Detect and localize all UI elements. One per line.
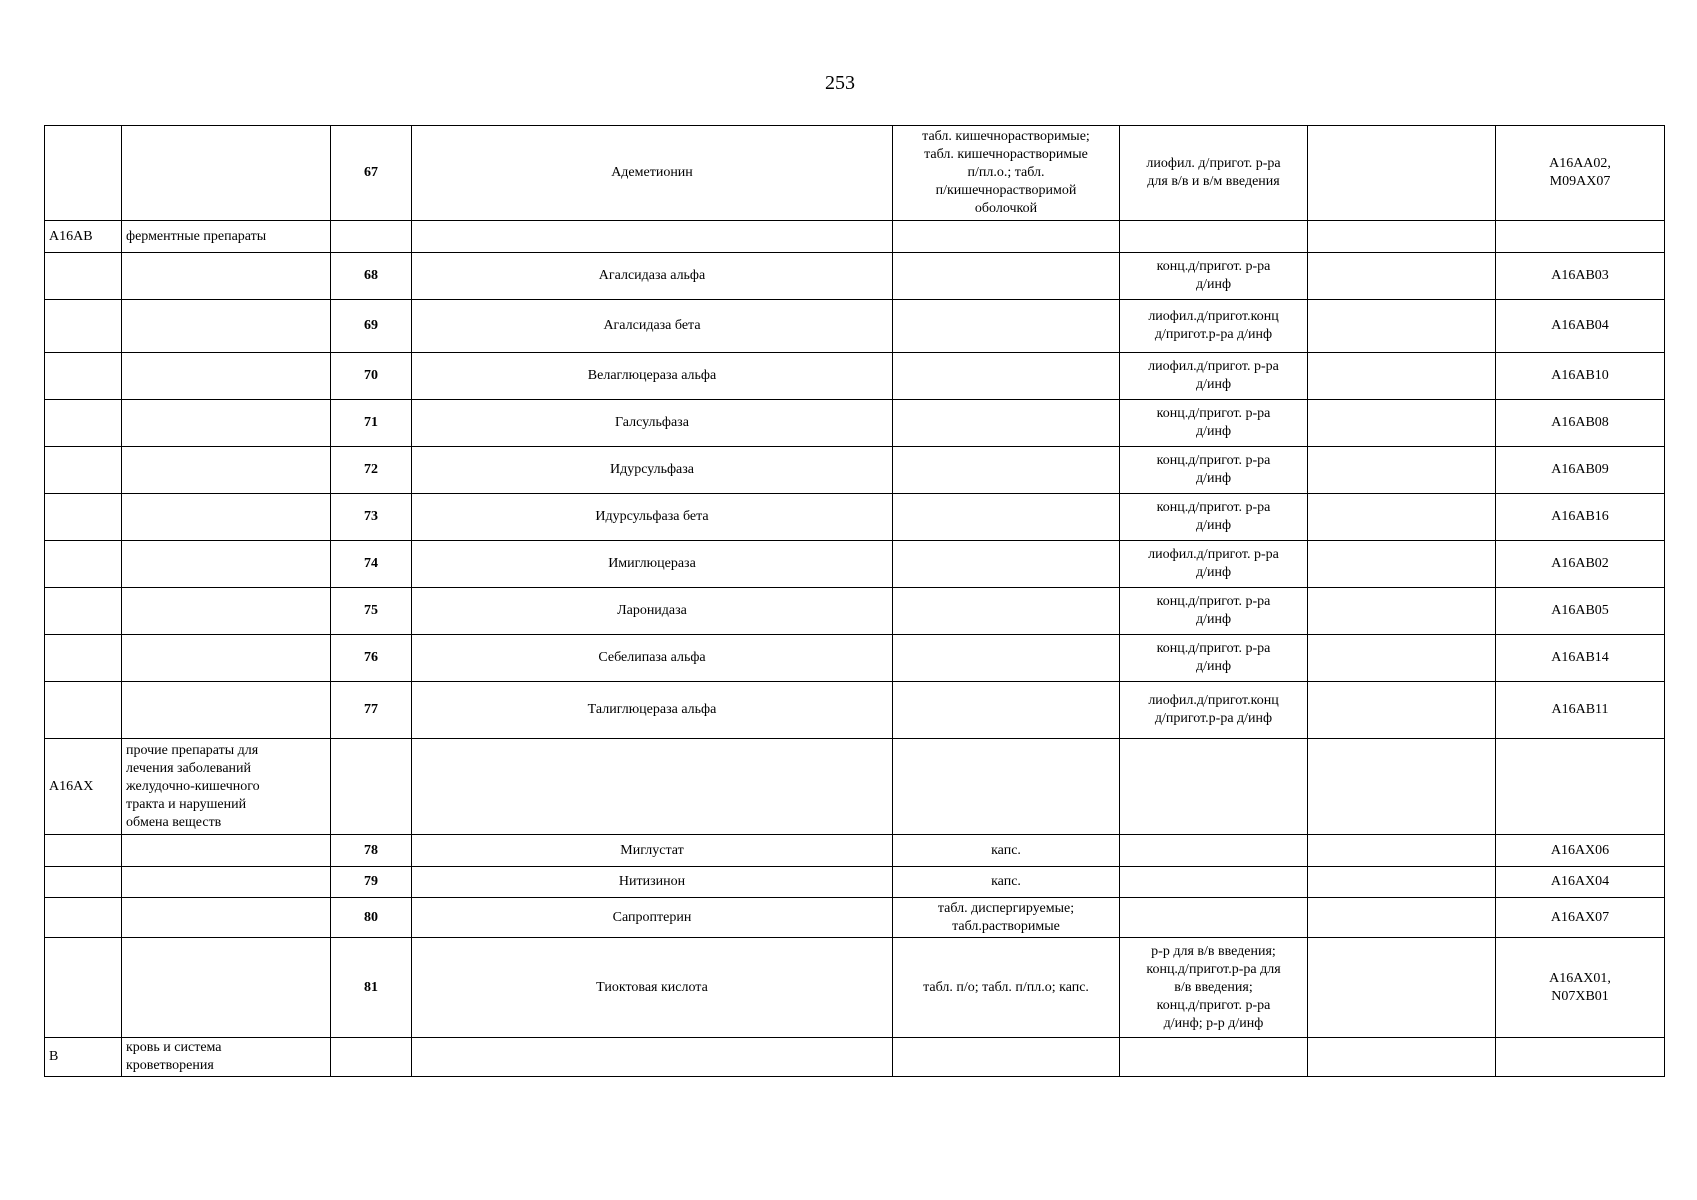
dosage-form-cell bbox=[893, 447, 1120, 494]
atc-group-code-cell bbox=[45, 300, 122, 353]
drug-name-cell: Агалсидаза бета bbox=[412, 300, 893, 353]
dosage-form-cell: табл. п/о; табл. п/пл.о; капс. bbox=[893, 938, 1120, 1038]
injection-form-cell: лиофил.д/пригот.конц д/пригот.р-ра д/инф bbox=[1120, 682, 1308, 739]
dosage-form-cell: капс. bbox=[893, 867, 1120, 898]
atc-code-cell: A16AX01, N07XB01 bbox=[1496, 938, 1665, 1038]
group-name-cell: ферментные препараты bbox=[122, 221, 331, 253]
drug-name-cell: Нитизинон bbox=[412, 867, 893, 898]
table-row bbox=[45, 938, 1665, 1038]
empty-cell bbox=[1308, 635, 1496, 682]
empty-cell bbox=[1308, 126, 1496, 221]
atc-group-code-cell bbox=[45, 835, 122, 867]
dosage-form-cell: табл. диспергируемые; табл.растворимые bbox=[893, 898, 1120, 938]
atc-group-code-cell bbox=[45, 353, 122, 400]
atc-code-cell: A16AA02, M09AX07 bbox=[1496, 126, 1665, 221]
table-row bbox=[45, 126, 1665, 221]
empty-cell bbox=[1308, 588, 1496, 635]
atc-group-code-cell bbox=[45, 635, 122, 682]
injection-form-cell: р-р для в/в введения; конц.д/пригот.р-ра для в/в введения; конц.д/пригот. р-ра д/инф; р-р д/инф bbox=[1120, 938, 1308, 1038]
atc-code-cell: A16AB14 bbox=[1496, 635, 1665, 682]
group-name-cell bbox=[122, 494, 331, 541]
group-name-cell: прочие препараты для лечения заболеваний желудочно-кишечного тракта и нарушений обмена веществ bbox=[122, 739, 331, 835]
injection-form-cell bbox=[1120, 867, 1308, 898]
atc-code-cell: A16AX06 bbox=[1496, 835, 1665, 867]
empty-cell bbox=[1308, 898, 1496, 938]
row-number-cell: 81 bbox=[331, 938, 412, 1038]
atc-code-cell: A16AB04 bbox=[1496, 300, 1665, 353]
atc-group-code-cell bbox=[45, 938, 122, 1038]
group-name-cell bbox=[122, 867, 331, 898]
atc-code-cell: A16AB16 bbox=[1496, 494, 1665, 541]
row-number-cell: 74 bbox=[331, 541, 412, 588]
atc-group-code-cell bbox=[45, 400, 122, 447]
atc-group-code-cell bbox=[45, 867, 122, 898]
row-number-cell: 71 bbox=[331, 400, 412, 447]
empty-cell bbox=[1308, 221, 1496, 253]
empty-cell bbox=[1308, 400, 1496, 447]
atc-group-code-cell bbox=[45, 588, 122, 635]
row-number-cell: 77 bbox=[331, 682, 412, 739]
atc-code-cell bbox=[1496, 739, 1665, 835]
row-number-cell: 68 bbox=[331, 253, 412, 300]
page-number: 253 bbox=[825, 72, 855, 94]
group-name-cell bbox=[122, 300, 331, 353]
empty-cell bbox=[1308, 682, 1496, 739]
atc-group-code-cell bbox=[45, 126, 122, 221]
injection-form-cell bbox=[1120, 898, 1308, 938]
injection-form-cell: конц.д/пригот. р-ра д/инф bbox=[1120, 588, 1308, 635]
atc-group-code-cell: A16AX bbox=[45, 739, 122, 835]
atc-group-code-cell bbox=[45, 253, 122, 300]
injection-form-cell: лиофил. д/пригот. р-ра для в/в и в/м введения bbox=[1120, 126, 1308, 221]
empty-cell bbox=[1308, 447, 1496, 494]
empty-cell bbox=[1308, 300, 1496, 353]
group-name-cell bbox=[122, 898, 331, 938]
atc-code-cell: A16AB11 bbox=[1496, 682, 1665, 739]
empty-cell bbox=[1308, 1038, 1496, 1077]
table-body bbox=[45, 126, 1665, 1077]
injection-form-cell: лиофил.д/пригот. р-ра д/инф bbox=[1120, 541, 1308, 588]
dosage-form-cell bbox=[893, 1038, 1120, 1077]
dosage-form-cell bbox=[893, 541, 1120, 588]
drug-name-cell: Себелипаза альфа bbox=[412, 635, 893, 682]
injection-form-cell: конц.д/пригот. р-ра д/инф bbox=[1120, 635, 1308, 682]
drug-name-cell: Галсульфаза bbox=[412, 400, 893, 447]
row-number-cell: 69 bbox=[331, 300, 412, 353]
atc-group-code-cell bbox=[45, 494, 122, 541]
drug-name-cell: Идурсульфаза бета bbox=[412, 494, 893, 541]
injection-form-cell: конц.д/пригот. р-ра д/инф bbox=[1120, 447, 1308, 494]
row-number-cell: 80 bbox=[331, 898, 412, 938]
row-number-cell: 67 bbox=[331, 126, 412, 221]
group-name-cell bbox=[122, 938, 331, 1038]
row-number-cell: 75 bbox=[331, 588, 412, 635]
empty-cell bbox=[1308, 253, 1496, 300]
dosage-form-cell: капс. bbox=[893, 835, 1120, 867]
atc-group-code-cell bbox=[45, 541, 122, 588]
empty-cell bbox=[1308, 867, 1496, 898]
drug-name-cell: Агалсидаза альфа bbox=[412, 253, 893, 300]
dosage-form-cell bbox=[893, 635, 1120, 682]
atc-group-code-cell bbox=[45, 682, 122, 739]
atc-code-cell: A16AX07 bbox=[1496, 898, 1665, 938]
group-name-cell bbox=[122, 588, 331, 635]
table-row bbox=[45, 353, 1665, 400]
atc-code-cell: A16AB02 bbox=[1496, 541, 1665, 588]
group-name-cell bbox=[122, 400, 331, 447]
atc-code-cell: A16AB10 bbox=[1496, 353, 1665, 400]
empty-cell bbox=[1308, 835, 1496, 867]
dosage-form-cell: табл. кишечнорастворимые; табл. кишечнорастворимые п/пл.о.; табл. п/кишечнорастворимой оболочкой bbox=[893, 126, 1120, 221]
dosage-form-cell bbox=[893, 221, 1120, 253]
atc-group-code-cell bbox=[45, 447, 122, 494]
atc-code-cell: A16AX04 bbox=[1496, 867, 1665, 898]
dosage-form-cell bbox=[893, 588, 1120, 635]
group-name-cell bbox=[122, 253, 331, 300]
table-row bbox=[45, 447, 1665, 494]
empty-cell bbox=[1308, 541, 1496, 588]
row-number-cell: 73 bbox=[331, 494, 412, 541]
group-name-cell bbox=[122, 635, 331, 682]
drug-name-cell bbox=[412, 221, 893, 253]
atc-group-code-cell: A16AB bbox=[45, 221, 122, 253]
row-number-cell bbox=[331, 739, 412, 835]
injection-form-cell: лиофил.д/пригот.конц д/пригот.р-ра д/инф bbox=[1120, 300, 1308, 353]
group-name-cell bbox=[122, 447, 331, 494]
drug-name-cell bbox=[412, 1038, 893, 1077]
group-name-cell bbox=[122, 353, 331, 400]
dosage-form-cell bbox=[893, 353, 1120, 400]
table-row bbox=[45, 588, 1665, 635]
drug-name-cell bbox=[412, 739, 893, 835]
row-number-cell: 78 bbox=[331, 835, 412, 867]
table-row bbox=[45, 739, 1665, 835]
row-number-cell: 79 bbox=[331, 867, 412, 898]
dosage-form-cell bbox=[893, 253, 1120, 300]
row-number-cell: 76 bbox=[331, 635, 412, 682]
empty-cell bbox=[1308, 353, 1496, 400]
drug-name-cell: Сапроптерин bbox=[412, 898, 893, 938]
drug-name-cell: Велаглюцераза альфа bbox=[412, 353, 893, 400]
drug-name-cell: Миглустат bbox=[412, 835, 893, 867]
drug-name-cell: Талиглюцераза альфа bbox=[412, 682, 893, 739]
atc-code-cell: A16AB09 bbox=[1496, 447, 1665, 494]
injection-form-cell bbox=[1120, 835, 1308, 867]
table-row bbox=[45, 300, 1665, 353]
drug-name-cell: Идурсульфаза bbox=[412, 447, 893, 494]
table-row bbox=[45, 221, 1665, 253]
table-row bbox=[45, 253, 1665, 300]
group-name-cell: кровь и система кроветворения bbox=[122, 1038, 331, 1077]
table-row bbox=[45, 635, 1665, 682]
atc-code-cell: A16AB05 bbox=[1496, 588, 1665, 635]
atc-code-cell bbox=[1496, 1038, 1665, 1077]
injection-form-cell bbox=[1120, 739, 1308, 835]
table-row bbox=[45, 898, 1665, 938]
atc-group-code-cell bbox=[45, 898, 122, 938]
table-row bbox=[45, 541, 1665, 588]
table-row bbox=[45, 1038, 1665, 1077]
group-name-cell bbox=[122, 126, 331, 221]
table-row bbox=[45, 400, 1665, 447]
row-number-cell bbox=[331, 1038, 412, 1077]
dosage-form-cell bbox=[893, 739, 1120, 835]
dosage-form-cell bbox=[893, 682, 1120, 739]
injection-form-cell: конц.д/пригот. р-ра д/инф bbox=[1120, 253, 1308, 300]
injection-form-cell: лиофил.д/пригот. р-ра д/инф bbox=[1120, 353, 1308, 400]
drug-name-cell: Ларонидаза bbox=[412, 588, 893, 635]
row-number-cell: 72 bbox=[331, 447, 412, 494]
row-number-cell: 70 bbox=[331, 353, 412, 400]
dosage-form-cell bbox=[893, 300, 1120, 353]
drug-name-cell: Имиглюцераза bbox=[412, 541, 893, 588]
injection-form-cell bbox=[1120, 1038, 1308, 1077]
atc-code-cell: A16AB03 bbox=[1496, 253, 1665, 300]
atc-code-cell: A16AB08 bbox=[1496, 400, 1665, 447]
drug-table bbox=[44, 125, 1665, 1077]
atc-code-cell bbox=[1496, 221, 1665, 253]
injection-form-cell bbox=[1120, 221, 1308, 253]
drug-name-cell: Адеметионин bbox=[412, 126, 893, 221]
injection-form-cell: конц.д/пригот. р-ра д/инф bbox=[1120, 494, 1308, 541]
atc-group-code-cell: B bbox=[45, 1038, 122, 1077]
injection-form-cell: конц.д/пригот. р-ра д/инф bbox=[1120, 400, 1308, 447]
group-name-cell bbox=[122, 835, 331, 867]
table-row bbox=[45, 494, 1665, 541]
table-row bbox=[45, 835, 1665, 867]
group-name-cell bbox=[122, 682, 331, 739]
dosage-form-cell bbox=[893, 494, 1120, 541]
table-row bbox=[45, 867, 1665, 898]
empty-cell bbox=[1308, 938, 1496, 1038]
group-name-cell bbox=[122, 541, 331, 588]
table-row bbox=[45, 682, 1665, 739]
row-number-cell bbox=[331, 221, 412, 253]
dosage-form-cell bbox=[893, 400, 1120, 447]
empty-cell bbox=[1308, 739, 1496, 835]
drug-name-cell: Тиоктовая кислота bbox=[412, 938, 893, 1038]
empty-cell bbox=[1308, 494, 1496, 541]
